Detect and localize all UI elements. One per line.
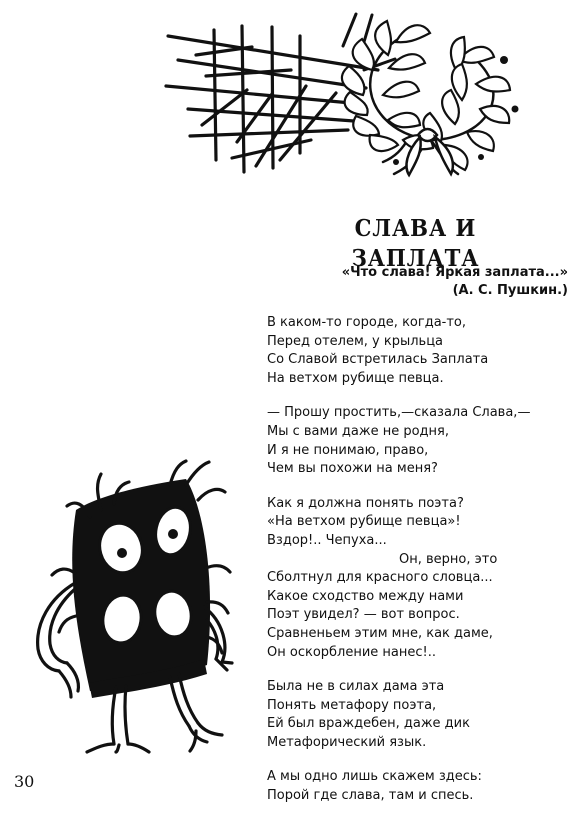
poem-line: Он оскорбление нанес!.. — [267, 644, 437, 660]
poem-line-indented: Он, верно, это — [399, 551, 498, 567]
poem-line: Перед отелем, у крыльца — [267, 333, 444, 349]
poem-line: Мы с вами даже не родня, — [267, 423, 449, 439]
patch-body-icon — [72, 479, 210, 698]
laurel-wreath-with-rays-icon — [160, 8, 550, 188]
poem-line: Метафорический язык. — [267, 734, 427, 750]
poem-line: Чем вы похожи на меня? — [267, 461, 438, 477]
poem-line: Сравненьем этим мне, как даме, — [267, 625, 493, 641]
stanza-5 — [267, 768, 567, 805]
patch-character-icon — [28, 452, 233, 752]
poem-line: Порой где слава, там и спесь. — [267, 788, 474, 804]
epigraph-attribution: (А. С. Пушкин.) — [452, 283, 568, 298]
poem-line: Понять метафору поэта, — [267, 697, 437, 713]
poem-line: Была не в силах дама эта — [267, 679, 445, 695]
epigraph-quote: «Что слава! Яркая заплата...» — [341, 265, 568, 280]
stanza-1 — [267, 314, 567, 388]
page-title: СЛАВА И ЗАПЛАТА — [351, 215, 480, 272]
page-number: 30 — [14, 772, 35, 791]
stanza-2 — [267, 404, 567, 478]
epigraph — [278, 264, 568, 300]
poem-line: Поэт увидел? — вот вопрос. — [267, 607, 460, 623]
poem-text — [267, 314, 567, 822]
poem-line: Какое сходство между нами — [267, 588, 464, 604]
poem-line: А мы одно лишь скажем здесь: — [267, 769, 482, 785]
poem-line: В каком-то городе, когда-то, — [267, 315, 467, 330]
stanza-4 — [267, 678, 567, 752]
poem-line: Как я должна понять поэта? — [267, 495, 464, 511]
poem-line: Вздор!.. Чепуха... — [267, 532, 387, 548]
laurel-leaves — [342, 21, 510, 170]
poem-line: Ей был враждебен, даже дик — [267, 716, 470, 732]
poem-line: И я не понимаю, право, — [267, 442, 429, 458]
poem-line: «На ветхом рубище певца»! — [267, 514, 461, 530]
poem-line: Сболтнул для красного словца... — [267, 570, 493, 586]
stanza-3 — [267, 495, 567, 662]
poem-line: Со Славой встретилась Заплата — [267, 352, 489, 368]
poem-line: На ветхом рубище певца. — [267, 370, 444, 386]
poem-line: — Прошу простить,—сказала Слава,— — [267, 405, 531, 421]
